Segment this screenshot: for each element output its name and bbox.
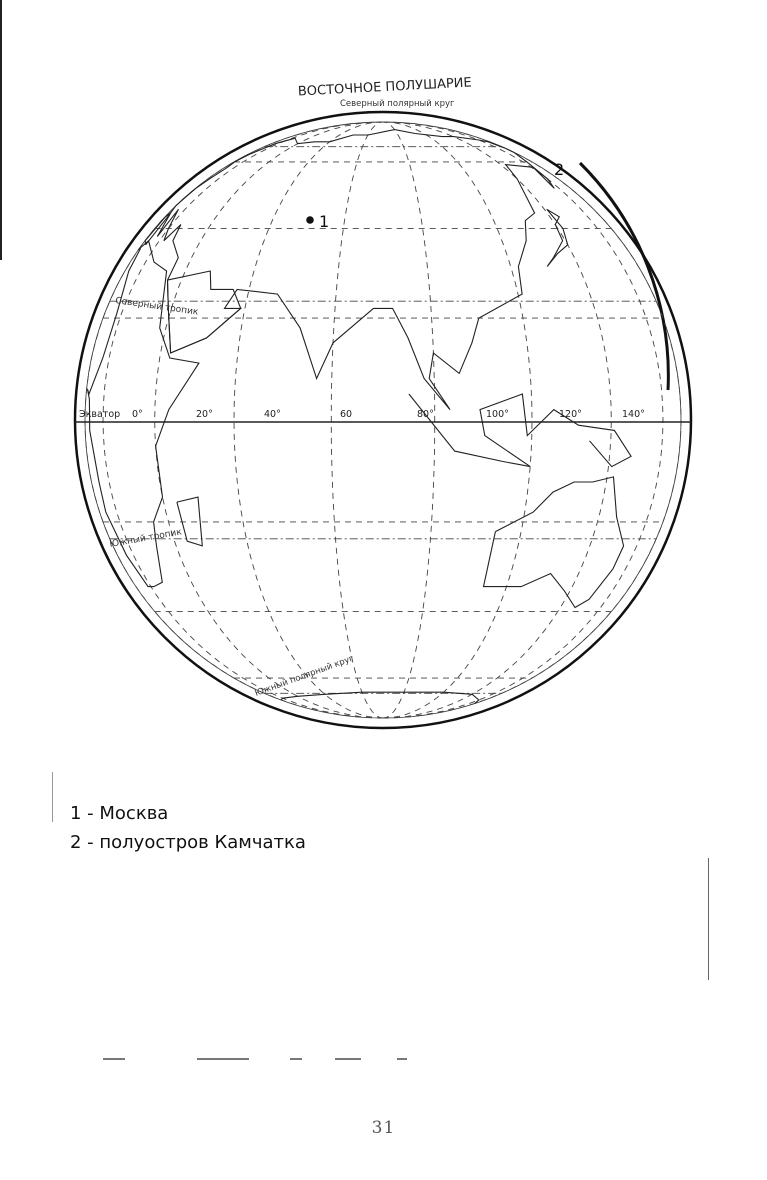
antarctica-outline xyxy=(281,692,479,703)
footer-dash xyxy=(197,1058,249,1060)
equator-label: Экватор xyxy=(79,409,121,420)
footer-dash xyxy=(103,1058,125,1060)
meridian-label-140: 140° xyxy=(622,409,645,420)
meridian-line xyxy=(383,122,611,718)
marker-2-number: 2 xyxy=(554,160,565,179)
japan-outline xyxy=(547,209,568,266)
marker-kamchatka xyxy=(554,160,564,179)
meridian-line xyxy=(85,122,383,718)
meridian-line xyxy=(234,122,383,718)
legend-item-moscow: 1 - Москва xyxy=(70,803,169,824)
degree-ring xyxy=(85,122,681,718)
antarctic-circle-label: Южный полярный круг xyxy=(253,653,356,699)
tropic-north-label: Северный тропик xyxy=(114,296,199,318)
legend-item-kamchatka: 2 - полуостров Камчатка xyxy=(70,832,306,853)
right-cut-mark xyxy=(708,858,709,980)
hemisphere-outline xyxy=(75,112,691,728)
meridian-label-120: 120° xyxy=(559,409,582,420)
meridian-line xyxy=(155,122,383,718)
meridian-label-40: 40° xyxy=(264,409,281,420)
meridian-line xyxy=(383,122,681,718)
map-title: ВОСТОЧНОЕ ПОЛУШАРИЕ xyxy=(297,75,473,100)
indonesia-outline xyxy=(409,394,631,467)
meridian-label-0: 0° xyxy=(132,409,143,420)
meridian-line xyxy=(383,122,532,718)
meridian-line xyxy=(331,122,383,718)
arctic-circle-label: Северный полярный круг xyxy=(340,99,455,109)
footer-dash xyxy=(397,1058,407,1060)
meridian-label-80: 80° xyxy=(417,409,434,420)
page-number: 31 xyxy=(371,1118,396,1138)
footer-dash xyxy=(290,1058,302,1060)
meridian-label-60: 60 xyxy=(340,409,353,420)
australia-outline xyxy=(484,477,624,608)
europe-asia-outline xyxy=(145,130,554,410)
graticule xyxy=(85,122,681,718)
meridian-label-20: 20° xyxy=(196,409,213,420)
meridian-line xyxy=(383,122,435,718)
tropic-south-label: Южный тропик xyxy=(108,527,183,550)
meridian-label-100: 100° xyxy=(486,409,509,420)
marker-1-number: 1 xyxy=(319,212,330,231)
meridian-line xyxy=(103,122,383,718)
footer-dash xyxy=(335,1058,361,1060)
